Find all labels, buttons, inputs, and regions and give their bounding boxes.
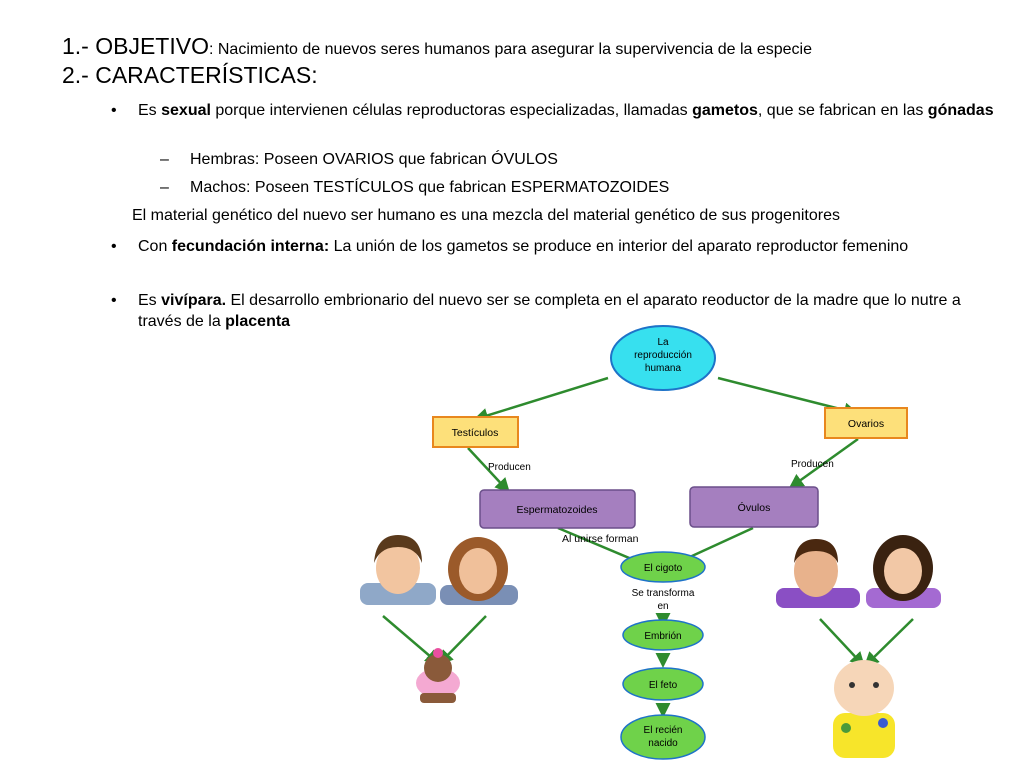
section-1-description: : Nacimiento de nuevos seres humanos para asegurar la supervivencia de la especie bbox=[208, 41, 812, 58]
section-2-colon: : bbox=[311, 62, 318, 88]
bullet-bold: placenta bbox=[225, 313, 291, 330]
bullet-bold: vivípara. bbox=[161, 292, 227, 309]
bullet-text: Es bbox=[138, 292, 162, 309]
bullet-list-2 bbox=[138, 236, 994, 257]
bullet-bold: gametos bbox=[692, 102, 758, 119]
section-2-title: 2.- CARACTERÍSTICAS bbox=[62, 62, 312, 88]
transforma-label-2: en bbox=[657, 601, 669, 612]
espermatozoides-label: Espermatozoides bbox=[516, 504, 598, 516]
testiculos-label: Testículos bbox=[451, 427, 499, 439]
bullet-list-1 bbox=[138, 100, 994, 121]
recien-nacido-label-1: El recién bbox=[643, 725, 683, 736]
transforma-label-1: Se transforma bbox=[631, 588, 695, 599]
genetic-note: El material genético del nuevo ser humano es una mezcla del material genético de sus progenitores bbox=[132, 207, 840, 224]
recien-nacido-label-2: nacido bbox=[648, 738, 678, 749]
al-unirse-label: Al unirse forman bbox=[562, 533, 639, 545]
section-2-heading bbox=[62, 63, 318, 89]
bullet-text: Con bbox=[138, 238, 172, 255]
bullet-text: La unión de los gametos se produce en interior del aparato reproductor femenino bbox=[329, 238, 909, 255]
bullet-sexual bbox=[138, 100, 994, 121]
embrion-label: Embrión bbox=[644, 631, 682, 642]
bullet-bold: gónadas bbox=[927, 102, 994, 119]
reproduction-diagram bbox=[358, 323, 941, 768]
section-1-title: 1.- OBJETIVO bbox=[62, 33, 209, 59]
cigoto-label: El cigoto bbox=[643, 563, 683, 574]
root-label-1: La bbox=[657, 337, 669, 348]
ovulos-label: Óvulos bbox=[737, 502, 771, 514]
bullet-bold: fecundación interna: bbox=[171, 238, 330, 255]
root-label-3: humana bbox=[644, 363, 682, 374]
sub-list bbox=[190, 146, 669, 202]
ovarios-label: Ovarios bbox=[847, 418, 885, 430]
bullet-text: Es bbox=[138, 102, 162, 119]
recien-nacido-node bbox=[621, 715, 705, 759]
section-1-heading bbox=[62, 26, 812, 61]
bullet-text: porque intervienen células reproductoras especializadas, llamadas bbox=[210, 102, 693, 119]
sub-item-hembras: – Hembras: Poseen OVARIOS que fabrican ÓVULOS bbox=[190, 146, 669, 174]
feto-label: El feto bbox=[648, 680, 678, 691]
producen-left-label: Producen bbox=[488, 462, 531, 473]
producen-right-label: Producen bbox=[791, 459, 834, 470]
bullet-bold: sexual bbox=[161, 102, 211, 119]
bullet-fecundacion bbox=[138, 236, 994, 257]
sub-item-machos: – Machos: Poseen TESTÍCULOS que fabrican ESPERMATOZOIDES bbox=[190, 174, 669, 202]
root-label-2: reproducción bbox=[634, 350, 692, 361]
bullet-text: El desarrollo embrionario del nuevo ser se completa en el aparato reoductor de la madre que lo nutre a través de la bbox=[138, 292, 961, 330]
bullet-text: , que se fabrican en las bbox=[757, 102, 928, 119]
